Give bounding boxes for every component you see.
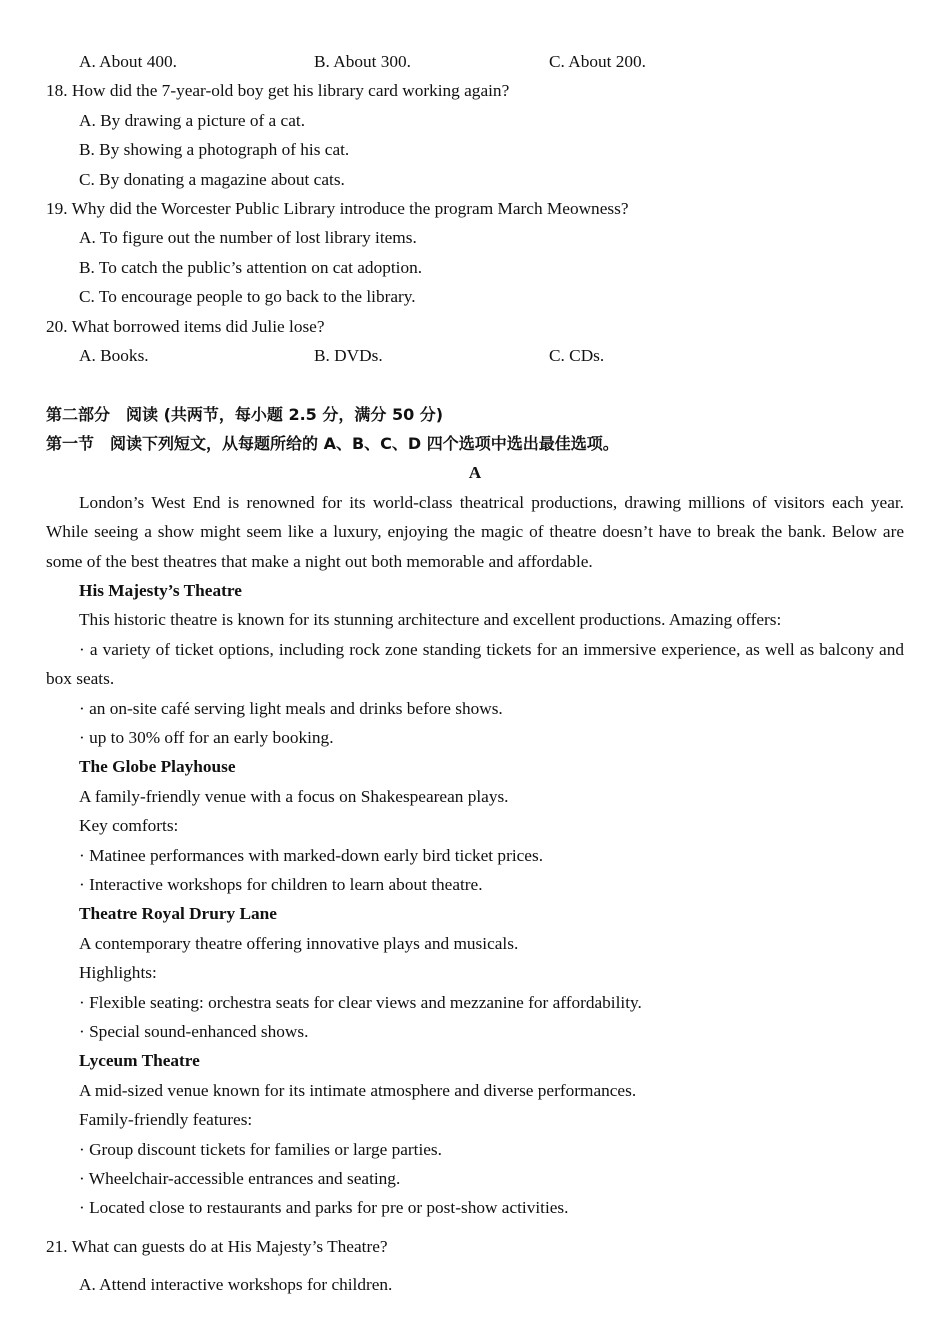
option: A. To figure out the number of lost library items. — [79, 228, 417, 248]
bullet-item: · up to 30% off for an early booking. — [79, 728, 334, 748]
exam-page — [46, 47, 904, 1299]
option: C. By donating a magazine about cats. — [79, 169, 345, 189]
theatre-subheading: Highlights: — [79, 963, 157, 983]
theatre-desc: A mid-sized venue known for its intimate atmosphere and diverse performances. — [79, 1080, 637, 1100]
option: B. About 300. — [314, 52, 411, 71]
bullet-item: · Special sound-enhanced shows. — [79, 1021, 309, 1041]
theatre-subheading: Key comforts: — [79, 816, 179, 836]
theatre-subheading: Family-friendly features: — [79, 1110, 253, 1130]
question-21: 21. What can guests do at His Majesty’s Theatre? — [46, 1236, 388, 1256]
theatre-name: The Globe Playhouse — [79, 757, 236, 777]
option: B. To catch the public’s attention on cat adoption. — [79, 257, 423, 277]
passage-intro: London’s West End is renowned for its world-class theatrical productions, drawing millions of visitors each year. While seeing a show might seem like a luxury, enjoying the magic of theatre doesn’t have to break the bank. Below are some of the best theatres that make a night out both memorable and affordable. — [46, 492, 904, 571]
part-heading: 第二部分 阅读 (共两节，每小题 2.5 分，满分 50 分) — [46, 404, 444, 424]
theatre-name: Lyceum Theatre — [79, 1051, 200, 1071]
bullet-item: · Wheelchair-accessible entrances and seating. — [79, 1168, 401, 1188]
section-heading: 第一节 阅读下列短文，从每题所给的 A、B、C、D 四个选项中选出最佳选项。 — [46, 434, 619, 454]
option: B. DVDs. — [314, 345, 383, 365]
bullet-item: · Flexible seating: orchestra seats for clear views and mezzanine for affordability. — [79, 992, 642, 1012]
theatre-desc: This historic theatre is known for its stunning architecture and excellent productions. Amazing offers: — [79, 610, 782, 630]
option: C. To encourage people to go back to the library. — [79, 287, 416, 307]
bullet-item: · an on-site café serving light meals and drinks before shows. — [79, 698, 503, 718]
q17-options — [46, 47, 904, 76]
option: A. Attend interactive workshops for children. — [79, 1275, 393, 1295]
question-18: 18. How did the 7-year-old boy get his library card working again? — [46, 81, 510, 101]
theatre-name: His Majesty’s Theatre — [79, 581, 242, 601]
option: B. By showing a photograph of his cat. — [79, 140, 350, 160]
theatre-desc: A contemporary theatre offering innovative plays and musicals. — [79, 933, 519, 953]
bullet-item: · a variety of ticket options, including rock zone standing tickets for an immersive experience, as well as balcony and box seats. — [46, 639, 904, 689]
passage-label: A — [468, 463, 482, 483]
option: A. Books. — [79, 345, 149, 365]
bullet-item: · Located close to restaurants and parks for pre or post-show activities. — [79, 1198, 569, 1218]
option: A. By drawing a picture of a cat. — [79, 110, 306, 130]
question-19: 19. Why did the Worcester Public Library introduce the program March Meowness? — [46, 198, 629, 218]
question-20: 20. What borrowed items did Julie lose? — [46, 316, 325, 336]
option: C. CDs. — [549, 345, 605, 365]
bullet-item: · Interactive workshops for children to learn about theatre. — [79, 875, 483, 895]
q20-options — [46, 341, 904, 370]
bullet-item: · Group discount tickets for families or large parties. — [79, 1139, 442, 1159]
option: A. About 400. — [79, 52, 177, 71]
bullet-item: · Matinee performances with marked-down early bird ticket prices. — [79, 845, 544, 865]
theatre-desc: A family-friendly venue with a focus on Shakespearean plays. — [79, 786, 509, 806]
option: C. About 200. — [549, 52, 646, 71]
theatre-name: Theatre Royal Drury Lane — [79, 904, 277, 924]
